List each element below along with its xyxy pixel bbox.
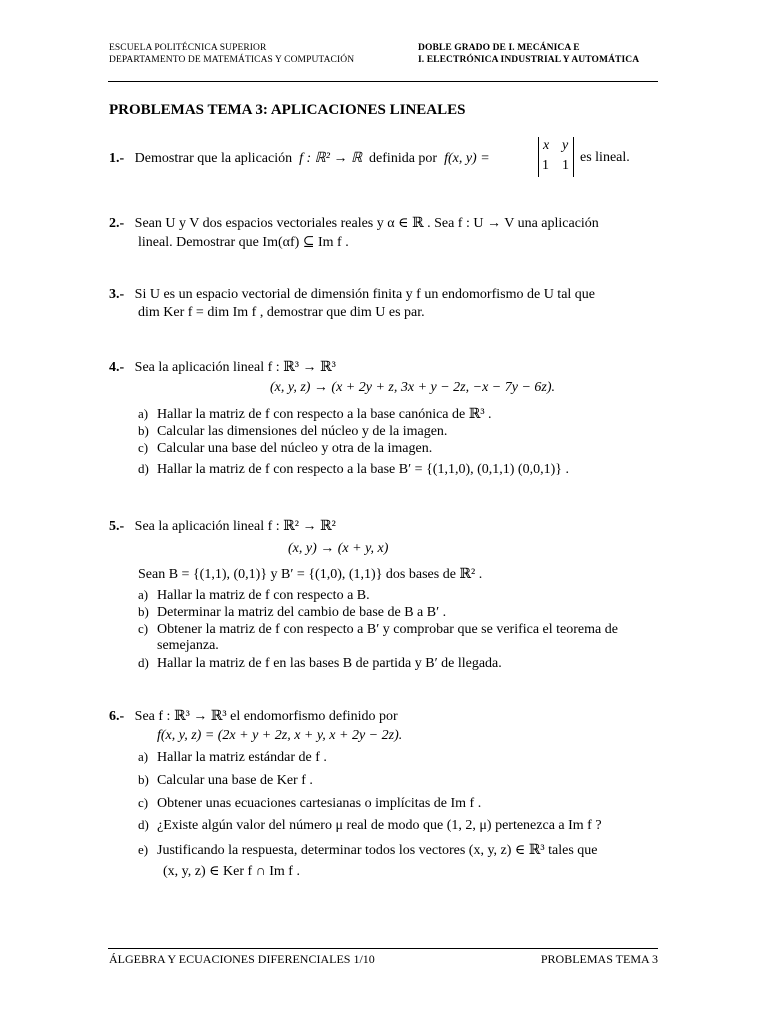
item-label: a) xyxy=(138,749,149,764)
determinant xyxy=(538,137,574,177)
item-text: Hallar la matriz de f con respecto a la base canónica de ℝ³ . xyxy=(157,407,492,422)
problem-text: Sea f : ℝ³ → ℝ³ el endomorfismo definido por xyxy=(134,709,398,724)
item-text: Hallar la matriz de f con respecto a la base B′ = {(1,1,0), (0,1,1) (0,0,1)} . xyxy=(157,462,569,477)
problem-3 xyxy=(109,287,595,303)
item-text: Justificando la respuesta, determinar todos los vectores (x, y, z) ∈ ℝ³ tales que xyxy=(157,843,598,858)
problem-number: 3.- xyxy=(109,287,125,302)
list-item xyxy=(138,842,598,859)
problem-number: 1.- xyxy=(109,151,125,166)
det-entry: x xyxy=(543,138,550,153)
item-text: Calcular una base de Ker f . xyxy=(157,773,313,788)
list-item-continuation: (x, y, z) ∈ Ker f ∩ Im f . xyxy=(163,864,300,879)
math-map: f : ℝ² → ℝ xyxy=(299,151,363,166)
problem-number: 2.- xyxy=(109,216,125,231)
math-formula: (x, y) → (x + y, x) xyxy=(288,541,389,556)
list-item xyxy=(138,655,502,672)
list-item xyxy=(138,772,313,789)
math-formula: f(x, y, z) = (2x + y + 2z, x + y, x + 2y − 2z). xyxy=(157,728,403,743)
item-label: c) xyxy=(138,621,149,636)
list-item xyxy=(138,621,618,638)
problem-number: 4.- xyxy=(109,360,125,375)
item-label: b) xyxy=(138,423,149,438)
item-label: b) xyxy=(138,772,149,787)
problem-2 xyxy=(109,215,599,232)
problem-5 xyxy=(109,518,336,535)
footer-course: ÁLGEBRA Y ECUACIONES DIFERENCIALES 1/10 xyxy=(109,952,375,966)
det-entry: 1 xyxy=(562,158,569,173)
list-item xyxy=(138,817,602,834)
item-text: Calcular las dimensiones del núcleo y de la imagen. xyxy=(157,424,448,439)
problem-text: Sean U y V dos espacios vectoriales reales y α ∈ ℝ . Sea f : U → V una aplicación xyxy=(134,216,599,231)
list-item xyxy=(138,461,569,478)
list-item xyxy=(138,587,370,604)
header-department: DEPARTAMENTO DE MATEMÁTICAS Y COMPUTACIÓN xyxy=(109,55,355,65)
problem-text: Sea la aplicación lineal f : ℝ³ → ℝ³ xyxy=(134,360,336,375)
item-label: c) xyxy=(138,795,149,810)
item-text: Determinar la matriz del cambio de base de B a B′ . xyxy=(157,605,447,620)
item-text: Hallar la matriz de f con respecto a B. xyxy=(157,588,370,603)
det-entry: 1 xyxy=(542,158,549,173)
det-entry: y xyxy=(562,138,569,153)
item-text: Hallar la matriz estándar de f . xyxy=(157,750,327,765)
footer-section: PROBLEMAS TEMA 3 xyxy=(540,952,658,966)
item-text: Obtener unas ecuaciones cartesianas o implícitas de Im f . xyxy=(157,796,482,811)
list-item xyxy=(138,440,432,457)
problem-number: 5.- xyxy=(109,519,125,534)
item-label: e) xyxy=(138,842,149,857)
footer-rule xyxy=(108,948,658,949)
problem-text: es lineal. xyxy=(580,150,630,165)
item-label: a) xyxy=(138,587,149,602)
list-item xyxy=(138,423,447,440)
item-text: Hallar la matriz de f en las bases B de partida y B′ de llegada. xyxy=(157,656,502,671)
item-label: d) xyxy=(138,817,149,832)
item-text: semejanza. xyxy=(157,638,219,653)
problem-number: 6.- xyxy=(109,709,125,724)
problem-text: dim Ker f = dim Im f , demostrar que dim U es par. xyxy=(138,305,425,320)
item-label: d) xyxy=(138,461,149,476)
list-item xyxy=(138,638,219,654)
math-formula: (x, y, z) → (x + 2y + z, 3x + y − 2z, −x − 7y − 6z). xyxy=(270,380,556,395)
problem-text: Sea la aplicación lineal f : ℝ² → ℝ² xyxy=(134,519,336,534)
item-label: c) xyxy=(138,440,149,455)
item-text: Calcular una base del núcleo y otra de la imagen. xyxy=(157,441,433,456)
problem-4 xyxy=(109,359,336,376)
problem-text: Demostrar que la aplicación xyxy=(134,151,293,166)
item-text: Obtener la matriz de f con respecto a B′ y comprobar que se verifica el teorema de xyxy=(157,622,618,637)
header-rule xyxy=(108,81,658,82)
item-text: ¿Existe algún valor del número μ real de modo que (1, 2, μ) pertenezca a Im f ? xyxy=(157,818,602,833)
problem-text: definida por xyxy=(369,151,438,166)
problem-text: lineal. Demostrar que Im(αf) ⊆ Im f . xyxy=(138,235,349,250)
list-item xyxy=(138,749,327,766)
page-title: PROBLEMAS TEMA 3: APLICACIONES LINEALES xyxy=(109,102,466,118)
header-degree-line2: I. ELECTRÓNICA INDUSTRIAL Y AUTOMÁTICA xyxy=(418,55,640,65)
problem-1 xyxy=(109,150,490,167)
problem-text: Si U es un espacio vectorial de dimensión finita y f un endomorfismo de U tal que xyxy=(134,287,596,302)
item-label: d) xyxy=(138,655,149,670)
problem-6 xyxy=(109,708,398,725)
item-label: a) xyxy=(138,406,149,421)
list-item xyxy=(138,604,446,621)
list-item xyxy=(138,406,492,423)
item-label: b) xyxy=(138,604,149,619)
header-school: ESCUELA POLITÉCNICA SUPERIOR xyxy=(109,43,267,53)
list-item xyxy=(138,795,481,812)
bases-definition: Sean B = {(1,1), (0,1)} y B′ = {(1,0), (1,1)} dos bases de ℝ² . xyxy=(138,567,483,582)
math-fxy: f(x, y) = xyxy=(444,151,490,166)
header-degree-line1: DOBLE GRADO DE I. MECÁNICA E xyxy=(418,43,580,53)
